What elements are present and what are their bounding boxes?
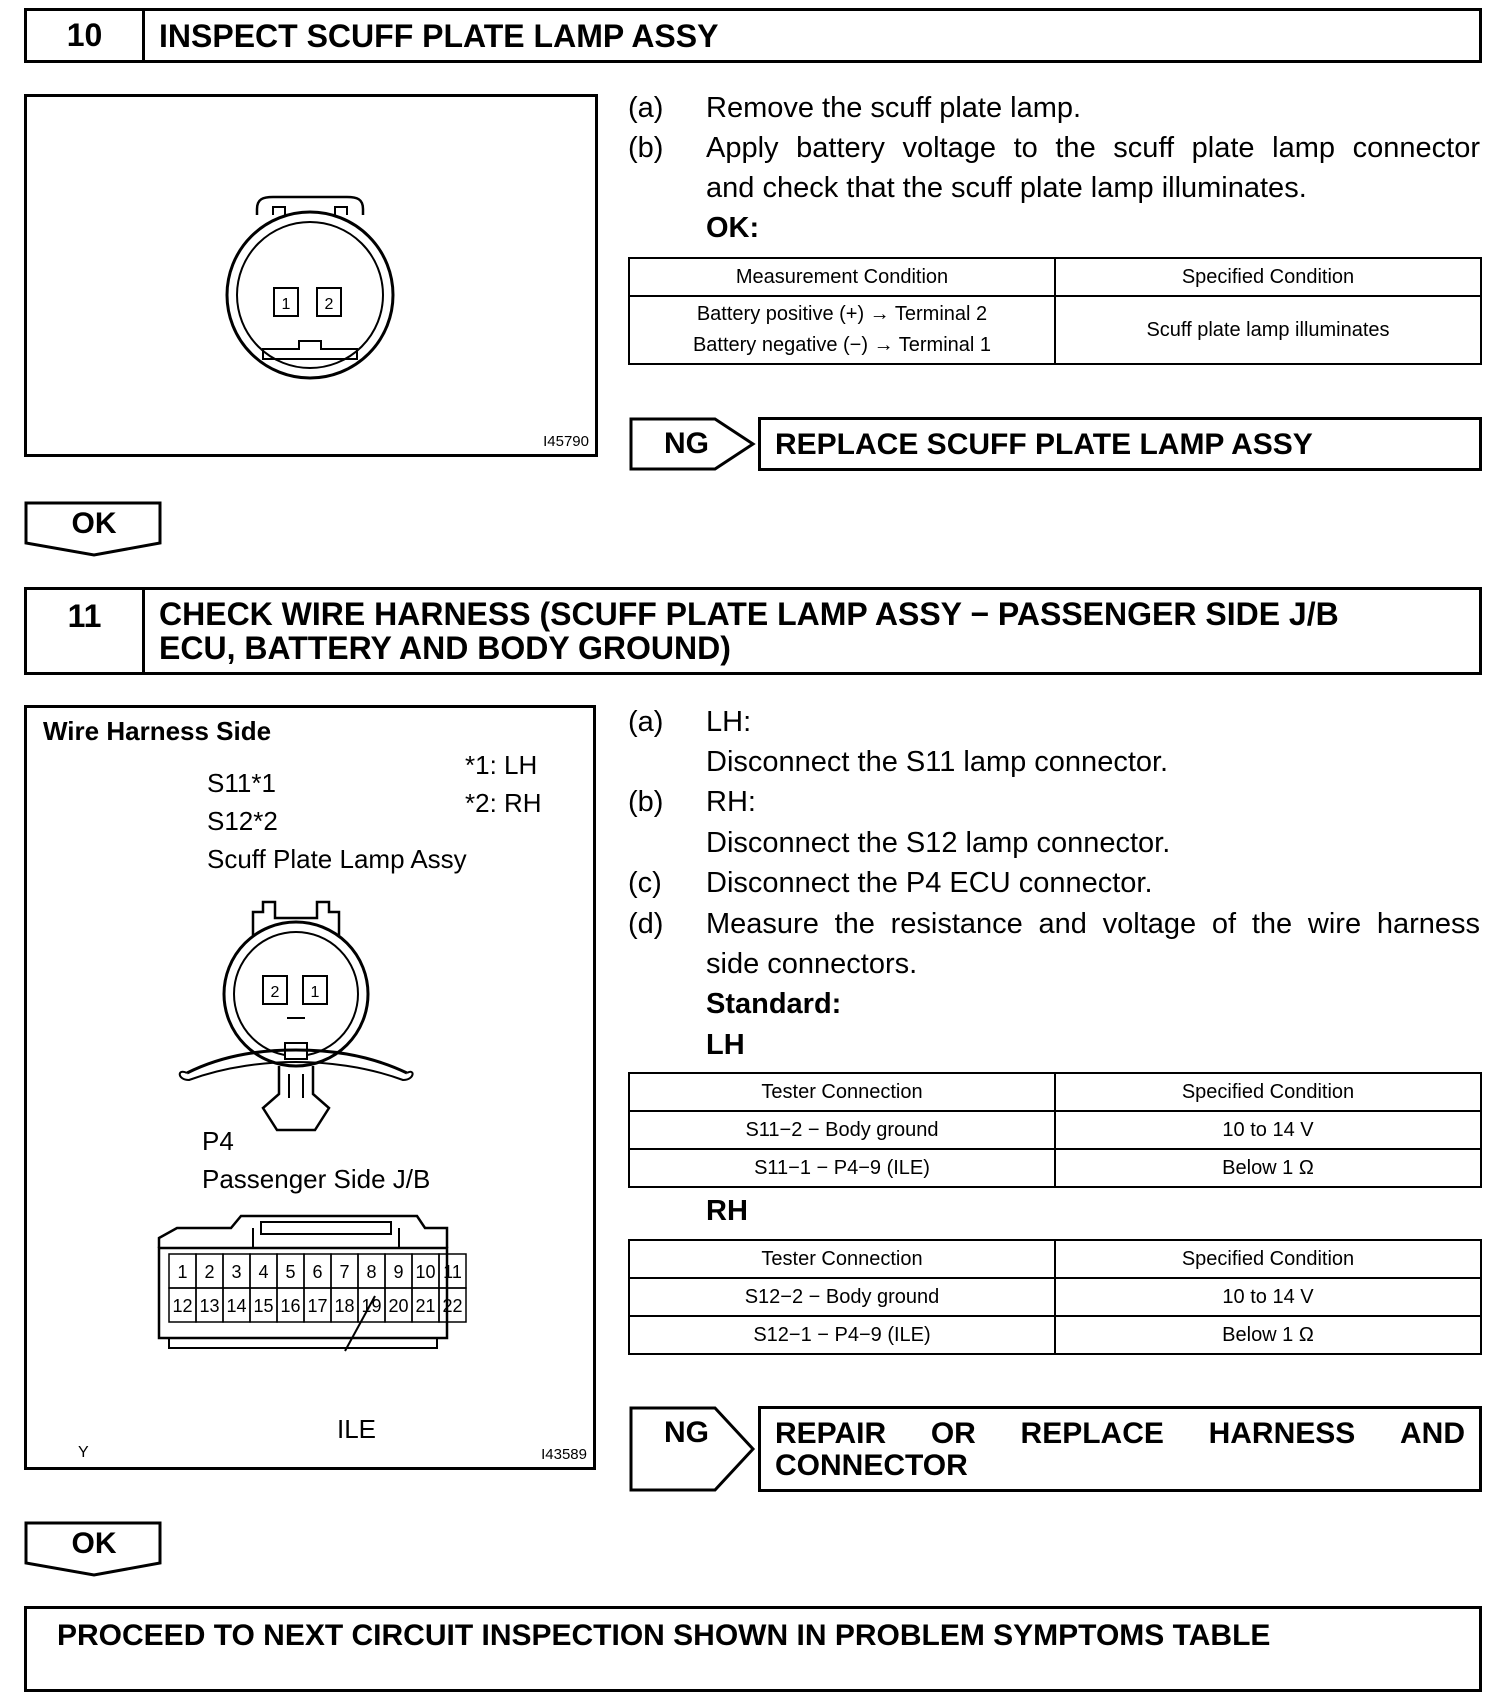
jb-pin-grid [169, 1254, 466, 1322]
table-cell: S12−2 − Body ground [629, 1278, 1055, 1316]
jb-pin-label: 21 [415, 1296, 436, 1316]
step-title: INSPECT SCUFF PLATE LAMP ASSY [159, 17, 719, 54]
table-cell [629, 296, 1055, 364]
jb-pin-label: 15 [253, 1296, 274, 1316]
step-title-line: ECU, BATTERY AND BODY GROUND) [159, 630, 731, 666]
ng-action-word: HARNESS [1208, 1417, 1356, 1450]
lh-spec-table [628, 1072, 1482, 1188]
step-11-header [24, 587, 1482, 675]
jb-pin-label: 5 [285, 1262, 296, 1282]
jb-pin-label: 1 [177, 1262, 188, 1282]
corner-mark: Y [78, 1444, 89, 1461]
ng-action: REPLACE SCUFF PLATE LAMP ASSY [775, 428, 1313, 461]
ng-label: NG [664, 1416, 709, 1449]
jb-pin-label: 2 [204, 1262, 215, 1282]
instruction-label: (a) [628, 92, 664, 124]
figure-heading: Wire Harness Side [43, 716, 272, 746]
final-instruction: PROCEED TO NEXT CIRCUIT INSPECTION SHOWN IN PROBLEM SYMPTOMS TABLE [57, 1619, 1271, 1652]
jb-pin-label: 14 [226, 1296, 247, 1316]
ok-label: OK [71, 507, 117, 540]
jb-pin-label: 18 [334, 1296, 355, 1316]
table-cell: 10 to 14 V [1055, 1111, 1481, 1149]
connector-code: P4 [202, 1126, 234, 1156]
lamp-connector-diagram [27, 97, 595, 454]
table-cell: Below 1 Ω [1055, 1316, 1481, 1354]
jb-pin-label: 10 [415, 1262, 436, 1282]
ng-action-box [758, 417, 1482, 471]
lh-label: LH [706, 1029, 745, 1061]
figure-id: I45790 [543, 433, 589, 450]
instruction-text: side connectors. [706, 948, 918, 980]
jb-pin-label: 17 [307, 1296, 328, 1316]
table-header: Specified Condition [1055, 1073, 1481, 1111]
lamp-pin-label: 1 [310, 984, 320, 1001]
instruction-text: RH: [706, 786, 756, 818]
table-header: Tester Connection [629, 1240, 1055, 1278]
instruction-label: (a) [628, 706, 664, 738]
jb-pin-label: 6 [312, 1262, 323, 1282]
rh-label: RH [706, 1195, 748, 1227]
connector-code: S11*1 [207, 768, 276, 798]
final-instruction-box [24, 1606, 1482, 1692]
instruction-text: Apply battery voltage to the scuff plate lamp connector [706, 132, 1480, 164]
jb-pin-label: 22 [442, 1296, 463, 1316]
jb-pin-label: 13 [199, 1296, 220, 1316]
instruction-label: (d) [628, 908, 664, 940]
pin-callout: ILE [337, 1414, 377, 1444]
note-lh: *1: LH [465, 750, 538, 780]
ok-arrow [24, 1521, 164, 1577]
lamp-pin-label: 2 [270, 984, 280, 1001]
step-title-line: CHECK WIRE HARNESS (SCUFF PLATE LAMP ASSY − PASSENGER SIDE J/B [159, 596, 1339, 632]
step-11-figure [24, 705, 596, 1470]
ng-action-word: OR [930, 1417, 976, 1450]
table-cell: S11−1 − P4−9 (ILE) [629, 1149, 1055, 1187]
rh-spec-table [628, 1239, 1482, 1355]
jb-pin-label: 19 [361, 1296, 382, 1316]
table-cell: 10 to 14 V [1055, 1278, 1481, 1316]
jb-pin-label: 8 [366, 1262, 377, 1282]
figure-id: I43589 [541, 1446, 587, 1463]
step-10-header [24, 8, 1482, 63]
instruction-label: (c) [628, 867, 662, 899]
ng-label: NG [664, 427, 709, 460]
jb-pin-label: 12 [172, 1296, 193, 1316]
ok-arrow [24, 501, 164, 557]
table-header: Tester Connection [629, 1073, 1055, 1111]
table-cell: Below 1 Ω [1055, 1149, 1481, 1187]
step-title [145, 590, 1479, 672]
instruction-text: Measure the resistance and voltage of the wire harness [706, 908, 1480, 940]
jb-pin-label: 16 [280, 1296, 301, 1316]
condition-line: Battery positive (+) → Terminal 2 [696, 303, 988, 325]
table-header: Specified Condition [1055, 1240, 1481, 1278]
instruction-text: and check that the scuff plate lamp illuminates. [706, 172, 1307, 204]
pin-2-label: 2 [324, 296, 334, 313]
jb-pin-label: 20 [388, 1296, 409, 1316]
instruction-text: LH: [706, 706, 752, 738]
ng-action-word: REPAIR [775, 1417, 887, 1450]
table-header: Measurement Condition [629, 258, 1055, 296]
instruction-text: Disconnect the S11 lamp connector. [706, 746, 1169, 778]
lamp-connector-diagram [27, 898, 593, 1158]
jb-pin-label: 4 [258, 1262, 269, 1282]
table-cell: Scuff plate lamp illuminates [1055, 296, 1481, 364]
ng-action-word: REPLACE [1020, 1417, 1164, 1450]
jb-connector-diagram [27, 1208, 593, 1368]
instruction-label: (b) [628, 132, 664, 164]
step-10-figure [24, 94, 598, 457]
instruction-text: Remove the scuff plate lamp. [706, 92, 1082, 124]
step-10-spec-table [628, 257, 1482, 365]
ng-action-box [758, 1406, 1482, 1492]
ng-action-line: CONNECTOR [775, 1449, 968, 1482]
instruction-label: (b) [628, 786, 664, 818]
jb-pin-label: 3 [231, 1262, 242, 1282]
jb-pin-label: 7 [339, 1262, 350, 1282]
ok-criteria-label: OK: [706, 212, 760, 244]
table-cell: S11−2 − Body ground [629, 1111, 1055, 1149]
condition-line: Battery negative (−) → Terminal 1 [692, 334, 992, 356]
instruction-text: Disconnect the S12 lamp connector. [706, 827, 1171, 859]
step-number: 11 [27, 590, 145, 672]
connector-code: S12*2 [207, 806, 278, 836]
table-header: Specified Condition [1055, 258, 1481, 296]
note-rh: *2: RH [465, 788, 542, 818]
ng-action-line [775, 1417, 1465, 1451]
table-cell: S12−1 − P4−9 (ILE) [629, 1316, 1055, 1354]
connector-name: Passenger Side J/B [202, 1164, 431, 1194]
instruction-text: Disconnect the P4 ECU connector. [706, 867, 1153, 899]
jb-pin-label: 11 [443, 1262, 462, 1282]
jb-pin-label: 9 [393, 1262, 404, 1282]
ng-action-word: AND [1400, 1417, 1465, 1450]
step-number: 10 [27, 11, 145, 60]
ok-label: OK [71, 1527, 117, 1560]
standard-label: Standard: [706, 988, 842, 1020]
pin-1-label: 1 [281, 296, 291, 313]
connector-name: Scuff Plate Lamp Assy [207, 844, 467, 874]
